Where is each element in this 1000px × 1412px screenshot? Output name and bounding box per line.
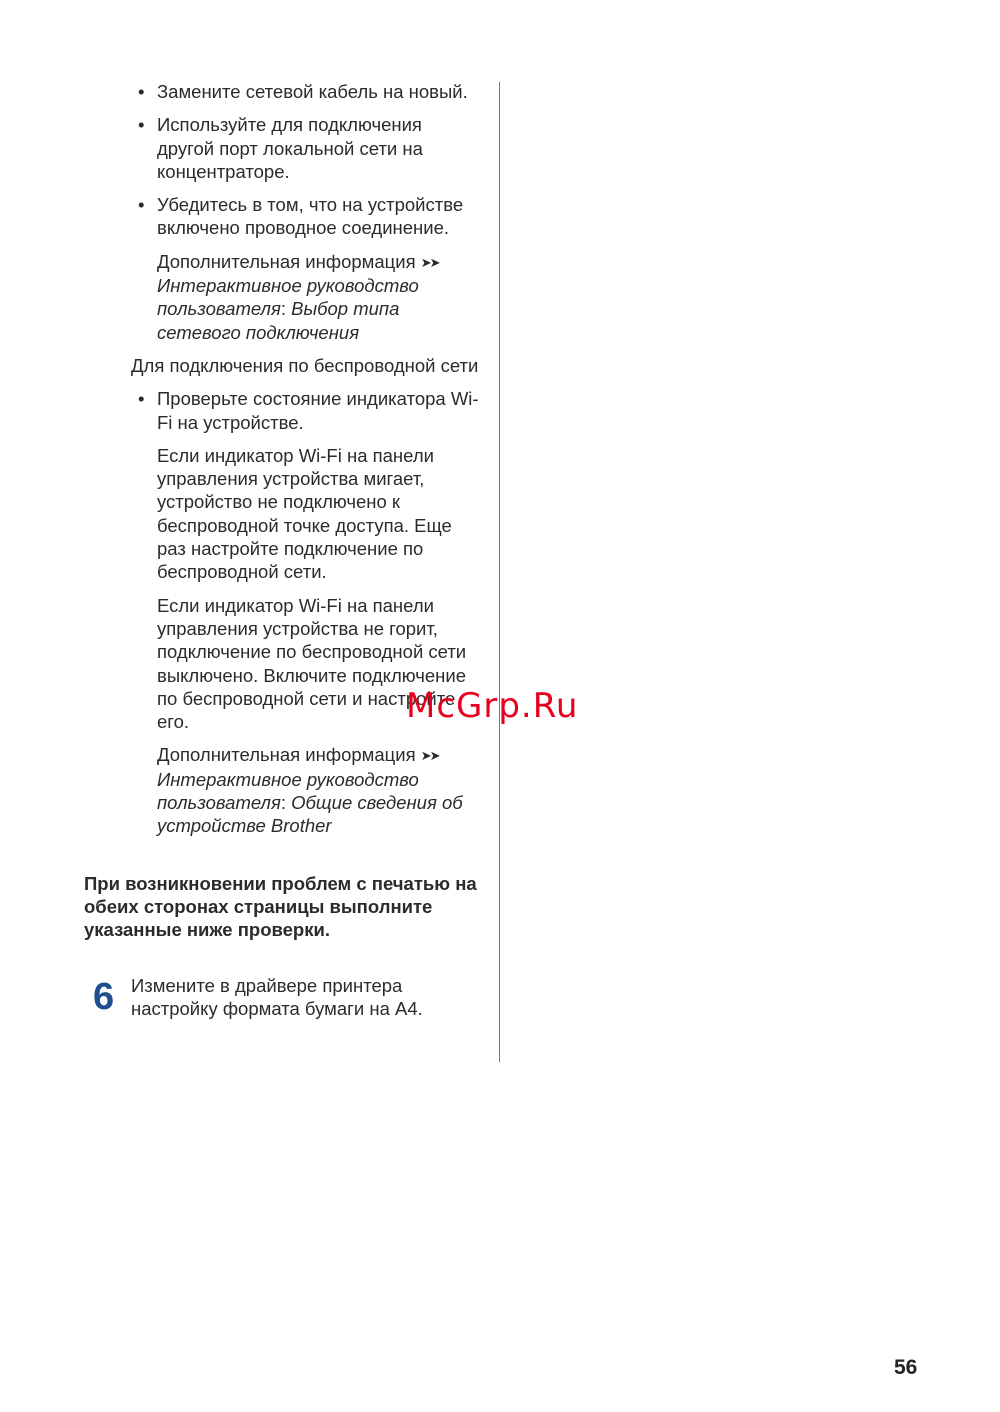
step-6	[84, 974, 484, 1021]
guide-link[interactable]: Интерактивное руководство пользователя	[157, 768, 419, 814]
topic-link[interactable]: Выбор типа сетевого подключения	[157, 298, 400, 343]
list-item	[84, 80, 484, 103]
more-info-label: Дополнительная информация	[157, 744, 416, 766]
list-item	[84, 387, 484, 434]
bullet-marker: •	[138, 81, 145, 102]
step-number: 6	[93, 975, 115, 1018]
duplex-note: При возникновении проблем с печатью на обеих сторонах страницы выполните указанные ниже проверки.	[84, 872, 477, 941]
more-info-reference	[84, 250, 484, 344]
step-text: Измените в драйвере принтера настройку формата бумаги на A4.	[131, 974, 423, 1019]
wireless-heading: Для подключения по беспроводной сети	[131, 354, 479, 376]
watermark: McGrp.Ru	[406, 686, 579, 726]
more-info-reference	[84, 743, 484, 837]
bullet-marker: •	[138, 388, 145, 410]
bullet-marker: •	[138, 114, 145, 136]
list-item-text: Используйте для подключения другой порт локальной сети на концентраторе.	[157, 114, 423, 182]
list-item-text: Убедитесь в том, что на устройстве включено проводное соединение.	[157, 194, 464, 239]
topic-link[interactable]: Общие сведения об устройстве Brother	[157, 792, 463, 837]
guide-link[interactable]: Интерактивное руководство пользователя	[157, 275, 419, 320]
paragraph-blinking: Если индикатор Wi-Fi на панели управления устройства мигает, устройство не подключено к беспроводной точке доступа. Еще раз настройте подключение по беспроводной сети.	[157, 444, 452, 583]
double-arrow-icon: ➤➤	[420, 748, 439, 764]
colon: :	[280, 792, 286, 814]
bullet-marker: •	[138, 194, 145, 216]
double-arrow-icon: ➤➤	[420, 254, 439, 270]
page-number: 56	[894, 1356, 918, 1379]
main-column	[84, 80, 484, 1020]
paragraph-off: Если индикатор Wi-Fi на панели управления устройства не горит, подключение по беспроводной сети выключено. Включите подключение по беспроводной сети и настройте его.	[157, 594, 467, 733]
list-item-text: Проверьте состояние индикатора Wi-Fi на устройстве.	[157, 388, 479, 433]
list-item-text: Замените сетевой кабель на новый.	[157, 81, 468, 102]
colon: :	[280, 298, 286, 320]
list-item	[84, 193, 484, 240]
column-divider	[499, 82, 500, 1062]
more-info-label: Дополнительная информация	[157, 250, 416, 272]
list-item	[84, 113, 484, 183]
